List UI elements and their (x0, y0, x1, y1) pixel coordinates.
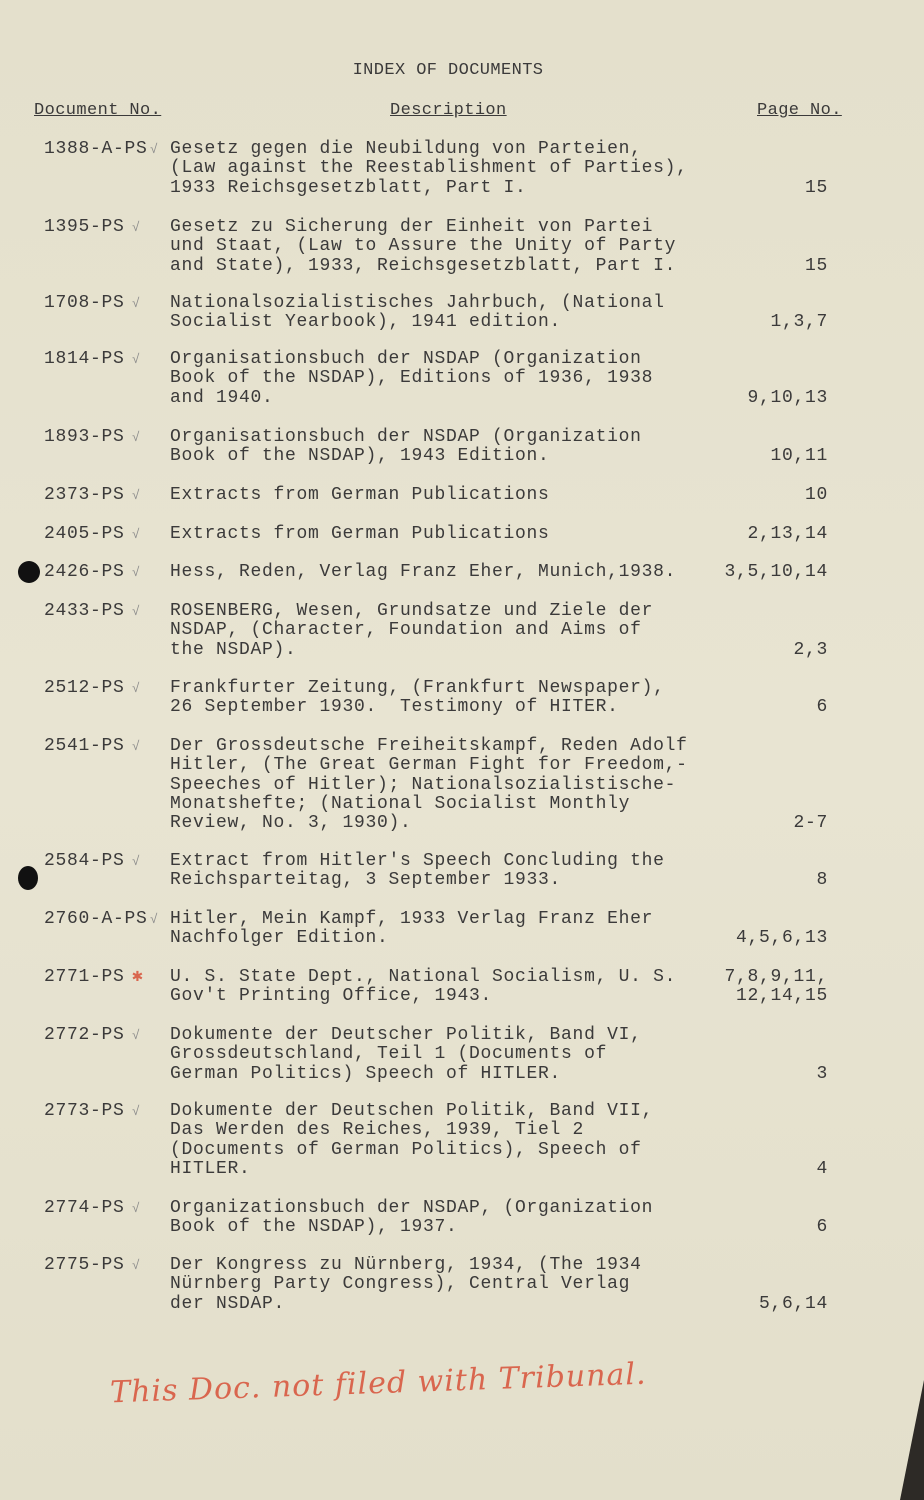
page-numbers: 9,10,13 (747, 387, 828, 408)
page-numbers: 10 (804, 485, 828, 505)
document-number: 2541-PS (44, 736, 125, 756)
document-number: 2584-PS (44, 851, 125, 871)
document-number: 2433-PS (44, 601, 125, 621)
document-number: 2772-PS (44, 1025, 125, 1045)
check-mark-icon: √ (150, 142, 159, 157)
check-mark-icon: √ (132, 1258, 141, 1273)
document-number: 1893-PS (44, 427, 125, 447)
page-numbers: 3,5,10,14 (724, 562, 828, 582)
page-numbers: 8 (816, 870, 828, 891)
check-mark-icon: √ (132, 527, 141, 542)
document-description: Der Kongress zu Nürnberg, 1934, (The 1934 Nürnberg Party Congress), Central Verlag der NSDAP. (170, 1255, 642, 1314)
check-mark-icon: √ (132, 1104, 141, 1119)
document-description: Hitler, Mein Kampf, 1933 Verlag Franz Eher Nachfolger Edition. (170, 909, 654, 949)
handwritten-note: This Doc. not filed with Tribunal. (109, 1356, 648, 1411)
check-mark-icon: √ (132, 604, 141, 619)
check-mark-icon: √ (150, 912, 159, 927)
document-description: U. S. State Dept., National Socialism, U. S. Gov't Printing Office, 1943. (170, 967, 677, 1007)
document-description: Frankfurter Zeitung, (Frankfurt Newspaper), 26 September 1930. Testimony of HITER. (170, 678, 665, 718)
document-description: Gesetz gegen die Neubildung von Parteien, (Law against the Reestablishment of Parties), 1933 Reichsgesetzblatt, Part I. (170, 139, 688, 198)
document-number: 2760-A-PS (44, 909, 148, 929)
page-numbers: 15 (804, 177, 828, 198)
ink-blot (18, 561, 40, 583)
header-page-no: Page No. (757, 101, 842, 120)
page-numbers: 6 (816, 697, 828, 718)
document-number: 2774-PS (44, 1198, 125, 1218)
check-mark-icon: √ (132, 296, 141, 311)
star-mark-icon: ✱ (132, 967, 144, 987)
header-document-no: Document No. (34, 101, 162, 120)
document-description: ROSENBERG, Wesen, Grundsatze und Ziele der NSDAP, (Character, Foundation and Aims of the NSDAP). (170, 601, 654, 660)
document-number: 2405-PS (44, 524, 125, 544)
check-mark-icon: √ (132, 1201, 141, 1216)
document-description: Organizationsbuch der NSDAP, (Organization Book of the NSDAP), 1937. (170, 1198, 654, 1238)
page-numbers: 2,13,14 (747, 524, 828, 544)
document-description: Gesetz zu Sicherung der Einheit von Partei und Staat, (Law to Assure the Unity of Party and State), 1933, Reichsgesetzblatt, Part I. (170, 217, 677, 276)
page-numbers: 6 (816, 1217, 828, 1238)
document-description: Organisationsbuch der NSDAP (Organization Book of the NSDAP), 1943 Edition. (170, 427, 642, 467)
check-mark-icon: √ (132, 488, 141, 503)
document-number: 1395-PS (44, 217, 125, 237)
check-mark-icon: √ (132, 352, 141, 367)
page-numbers: 5,6,14 (758, 1293, 828, 1314)
document-number: 2771-PS (44, 967, 125, 987)
document-description: Extracts from German Publications (170, 485, 550, 505)
document-number: 1708-PS (44, 293, 125, 313)
document-description: Hess, Reden, Verlag Franz Eher, Munich,1938. (170, 562, 677, 582)
document-number: 1814-PS (44, 349, 125, 369)
document-number: 2773-PS (44, 1101, 125, 1121)
check-mark-icon: √ (132, 220, 141, 235)
document-description: Organisationsbuch der NSDAP (Organization Book of the NSDAP), Editions of 1936, 1938 and 1940. (170, 349, 654, 408)
document-description: Nationalsozialistisches Jahrbuch, (National Socialist Yearbook), 1941 edition. (170, 293, 665, 333)
check-mark-icon: √ (132, 739, 141, 754)
page-numbers: 4,5,6,13 (735, 928, 828, 949)
document-description: Extracts from German Publications (170, 524, 550, 544)
page-corner-shadow (900, 1380, 924, 1500)
document-number: 1388-A-PS (44, 139, 148, 159)
document-title: INDEX OF DOCUMENTS (352, 61, 544, 80)
document-number: 2775-PS (44, 1255, 125, 1275)
document-description: Dokumente der Deutscher Politik, Band VI, Grossdeutschland, Teil 1 (Documents of German Politics) Speech of HITLER. (170, 1025, 642, 1084)
page-numbers: 1,3,7 (770, 312, 828, 333)
page-numbers: 3 (816, 1063, 828, 1084)
document-description: Extract from Hitler's Speech Concluding the Reichsparteitag, 3 September 1933. (170, 851, 665, 891)
header-description: Description (390, 101, 507, 120)
page-numbers: 2-7 (793, 813, 828, 834)
ink-blot (18, 866, 38, 890)
document-description: Der Grossdeutsche Freiheitskampf, Reden Adolf Hitler, (The Great German Fight for Freedom,- Speeches of Hitler); Nationalsozialistische- Monatshefte; (National Socialist Monthly Review, No. 3, 1930). (170, 736, 688, 834)
page-numbers: 7,8,9,11, 12,14,15 (724, 967, 828, 1007)
page-numbers: 4 (816, 1158, 828, 1179)
document-number: 2373-PS (44, 485, 125, 505)
document-number: 2512-PS (44, 678, 125, 698)
page-numbers: 10,11 (770, 446, 828, 467)
check-mark-icon: √ (132, 854, 141, 869)
check-mark-icon: √ (132, 1028, 141, 1043)
page-numbers: 2,3 (793, 639, 828, 660)
check-mark-icon: √ (132, 681, 141, 696)
document-description: Dokumente der Deutschen Politik, Band VII, Das Werden des Reiches, 1939, Tiel 2 (Documents of German Politics), Speech of HITLER. (170, 1101, 654, 1179)
page-numbers: 15 (804, 255, 828, 276)
check-mark-icon: √ (132, 430, 141, 445)
check-mark-icon: √ (132, 565, 141, 580)
document-number: 2426-PS (44, 562, 125, 582)
